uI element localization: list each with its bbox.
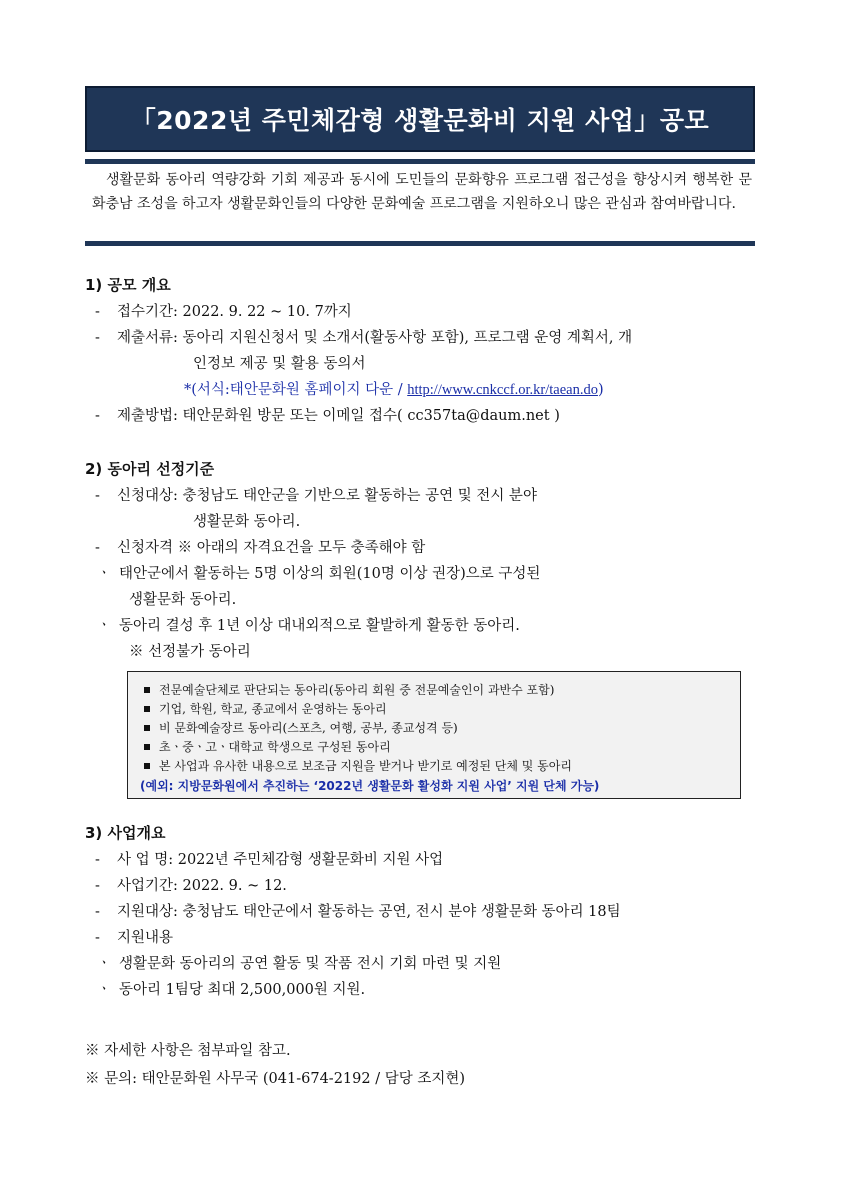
section-criteria xyxy=(85,455,765,665)
page-title: 「2022년 주민체감형 생활문화비 지원 사업」공모 xyxy=(130,106,710,135)
target-text: 신청대상: 충청남도 태안군을 기반으로 활동하는 공연 및 전시 분야 xyxy=(117,488,537,504)
list-item: - 사업기간: 2022. 9. ~ 12. xyxy=(95,878,287,894)
square-bullet-icon xyxy=(144,763,150,769)
bullet-item: ㆍ 동아리 결성 후 1년 이상 대내외적으로 활발하게 활동한 동아리. xyxy=(97,618,520,634)
list-item: - 제출방법: 태안문화원 방문 또는 이메일 접수( cc357ta@daum.net ) xyxy=(95,408,560,424)
exception-note: (예외: 지방문화원에서 추진하는 ‘2022년 생활문화 활성화 지원 사업’ 지원 단체 가능) xyxy=(140,779,600,793)
ineligible-box xyxy=(127,671,741,799)
intro-top-rule xyxy=(85,159,755,164)
ineligible-item: 기업, 학원, 학교, 종교에서 운영하는 동아리 xyxy=(140,700,740,719)
title-banner xyxy=(85,86,755,152)
list-item: - 지원내용 xyxy=(95,930,174,946)
docs-text: 제출서류: 동아리 지원신청서 및 소개서(활동사항 포함), 프로그램 운영 계획서, 개 xyxy=(117,330,633,346)
qualification-text: 신청자격 ※ 아래의 자격요건을 모두 충족해야 함 xyxy=(117,540,426,556)
section-overview xyxy=(85,271,765,429)
method-text: 제출방법: 태안문화원 방문 또는 이메일 접수( cc357ta@daum.net ) xyxy=(117,408,560,424)
list-item: - 제출서류: 동아리 지원신청서 및 소개서(활동사항 포함), 프로그램 운영 계획서, 개 xyxy=(95,330,633,346)
intro-paragraph: 생활문화 동아리 역량강화 기회 제공과 동시에 도민들의 문화향유 프로그램 접근성을 향상시켜 행복한 문화충남 조성을 하고자 생활문화인들의 다양한 문화예술 프로그램을 지원하오니 많은 관심과 참여바랍니다. xyxy=(92,172,752,212)
section-project xyxy=(85,819,765,1003)
form-note: *(서식:태안문화원 홈페이지 다운 / http://www.cnkccf.or.kr/taean.do) xyxy=(184,382,604,398)
ineligible-item: 초ㆍ중ㆍ고ㆍ대학교 학생으로 구성된 동아리 xyxy=(140,738,740,757)
bullet-item-continued: 생활문화 동아리. xyxy=(129,592,237,608)
bullet-item: ㆍ 생활문화 동아리의 공연 활동 및 작품 전시 기회 마련 및 지원 xyxy=(97,956,502,972)
homepage-link[interactable]: http://www.cnkccf.or.kr/taean.do xyxy=(407,382,598,398)
list-item: - 신청대상: 충청남도 태안군을 기반으로 활동하는 공연 및 전시 분야 xyxy=(95,488,537,504)
ineligible-title: ※ 선정불가 동아리 xyxy=(129,644,251,660)
square-bullet-icon xyxy=(144,687,150,693)
bullet-item: ㆍ 동아리 1팀당 최대 2,500,000원 지원. xyxy=(97,982,366,998)
bullet-item: ㆍ 태안군에서 활동하는 5명 이상의 회원(10명 이상 권장)으로 구성된 xyxy=(97,566,541,582)
ineligible-item: 비 문화예술장르 동아리(스포츠, 여행, 공부, 종교성격 등) xyxy=(140,719,740,738)
list-item: - 접수기간: 2022. 9. 22 ~ 10. 7까지 xyxy=(95,304,352,320)
target-text-continued: 생활문화 동아리. xyxy=(193,514,301,530)
list-item: - 사 업 명: 2022년 주민체감형 생활문화비 지원 사업 xyxy=(95,852,444,868)
section-heading: 3) 사업개요 xyxy=(85,824,166,842)
section-heading: 2) 동아리 선정기준 xyxy=(85,460,215,478)
square-bullet-icon xyxy=(144,725,150,731)
contact-note: ※ 문의: 태안문화원 사무국 (041-674-2192 / 담당 조지현) xyxy=(85,1071,466,1087)
footer-note: ※ 자세한 사항은 첨부파일 참고. xyxy=(85,1043,291,1059)
ineligible-item: 전문예술단체로 판단되는 동아리(동아리 회원 중 전문예술인이 과반수 포함) xyxy=(140,681,740,700)
section-heading: 1) 공모 개요 xyxy=(85,276,171,294)
square-bullet-icon xyxy=(144,744,150,750)
list-item: - 지원대상: 충청남도 태안군에서 활동하는 공연, 전시 분야 생활문화 동아리 18팀 xyxy=(95,904,621,920)
docs-text-continued: 인정보 제공 및 활용 동의서 xyxy=(193,356,366,372)
list-item: - 신청자격 ※ 아래의 자격요건을 모두 충족해야 함 xyxy=(95,540,426,556)
square-bullet-icon xyxy=(144,706,150,712)
intro-bottom-rule xyxy=(85,241,755,246)
ineligible-item: 본 사업과 유사한 내용으로 보조금 지원을 받거나 받기로 예정된 단체 및 동아리 xyxy=(140,757,740,776)
period-text: 접수기간: 2022. 9. 22 ~ 10. 7까지 xyxy=(117,304,352,320)
